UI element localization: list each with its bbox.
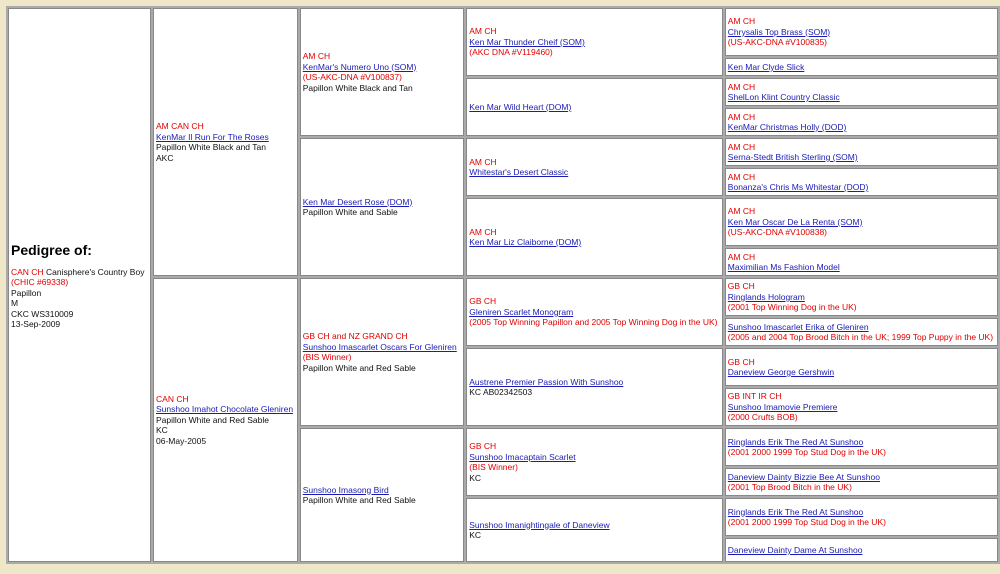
ancestor-cell	[300, 138, 465, 276]
ancestor-link[interactable]: Daneview Dainty Dame At Sunshoo	[727, 544, 863, 555]
ancestor-reg: AKC	[156, 152, 174, 163]
sire-cell	[153, 8, 298, 276]
ancestor-cell	[725, 318, 998, 346]
ancestor-link[interactable]: KenMar Christmas Holly (DOD)	[727, 122, 847, 132]
ancestor-color: Papillon White Black and Tan	[156, 142, 266, 152]
ancestor-cell	[300, 428, 465, 562]
ancestor-title: GB CH	[469, 441, 497, 451]
ancestor-title: GB INT IR CH	[727, 391, 782, 402]
ancestor-cell	[725, 138, 998, 166]
ancestor-link[interactable]: Bonanza's Chris Ms Whitestar (DOD)	[727, 182, 869, 192]
ancestor-link[interactable]: Ken Mar Liz Claiborne (DOM)	[469, 237, 582, 247]
subject-breed: Papillon	[11, 287, 42, 298]
pedigree-table	[6, 6, 1000, 564]
ancestor-note: (2001 Top Winning Dog in the UK)	[727, 302, 857, 313]
ancestor-title: AM CH	[727, 251, 756, 262]
ancestor-title: AM CH	[727, 171, 756, 182]
ancestor-link[interactable]: Sunshoo Imascarlet Oscars For Gleniren	[302, 341, 457, 352]
ancestor-reg: KC	[469, 530, 482, 540]
page-title: Pedigree of:	[11, 241, 92, 258]
ancestor-title: AM CH	[727, 206, 756, 217]
ancestor-cell	[466, 198, 723, 276]
ancestor-title: AM CH	[727, 141, 756, 152]
ancestor-note: (2001 2000 1999 Top Stud Dog in the UK)	[727, 517, 886, 527]
ancestor-title: AM CH	[469, 156, 497, 167]
ancestor-link[interactable]: Sunshoo Imamovie Premiere	[727, 401, 838, 412]
ancestor-color: Papillon White and Red Sable	[156, 414, 269, 425]
ancestor-cell	[725, 348, 998, 386]
ancestor-reg: KC	[469, 472, 482, 483]
ancestor-link[interactable]: Gleniren Scarlet Monogram	[469, 306, 574, 317]
ancestor-cell	[466, 8, 723, 76]
ancestor-cell	[725, 198, 998, 246]
ancestor-cell	[725, 168, 998, 196]
subject-dob: 13-Sep-2009	[11, 319, 61, 329]
ancestor-note: (US-AKC-DNA #V100835)	[727, 37, 828, 48]
ancestor-title: GB CH	[469, 296, 497, 307]
ancestor-cell	[725, 248, 998, 276]
subject-cell	[8, 8, 151, 562]
ancestor-cell	[725, 388, 998, 426]
ancestor-cell	[300, 278, 465, 426]
ancestor-title: AM CH	[469, 226, 497, 237]
ancestor-note: (2001 Top Brood Bitch in the UK)	[727, 482, 852, 492]
ancestor-title: GB CH and NZ GRAND CH	[302, 331, 408, 341]
ancestor-title: GB CH	[727, 356, 755, 367]
subject-health: (CHIC #69338)	[11, 277, 69, 287]
subject-sex: M	[11, 298, 19, 308]
ancestor-link[interactable]: Ringlands Erik The Red At Sunshoo	[727, 506, 864, 517]
ancestor-note: (US-AKC-DNA #V100837)	[302, 72, 402, 82]
ancestor-cell	[725, 498, 998, 536]
ancestor-link[interactable]: Ringlands Erik The Red At Sunshoo	[727, 436, 864, 447]
ancestor-note: (2001 2000 1999 Top Stud Dog in the UK)	[727, 447, 886, 457]
ancestor-title: AM CH	[727, 111, 756, 122]
ancestor-cell	[725, 538, 998, 562]
ancestor-cell	[466, 428, 723, 496]
ancestor-link[interactable]: Chrysalis Top Brass (SOM)	[727, 26, 831, 37]
ancestor-link[interactable]: Daneview Dainty Bizzie Bee At Sunshoo	[727, 471, 880, 482]
subject-reg: CKC WS310009	[11, 308, 74, 319]
ancestor-color: Papillon White and Red Sable	[302, 495, 416, 505]
ancestor-link[interactable]: Ken Mar Desert Rose (DOM)	[302, 196, 413, 207]
ancestor-link[interactable]: Ken Mar Clyde Slick	[727, 61, 805, 72]
ancestor-cell	[466, 138, 723, 196]
ancestor-color: Papillon White and Sable	[302, 207, 398, 217]
ancestor-link[interactable]: Sunshoo Imasong Bird	[302, 484, 389, 495]
ancestor-cell	[725, 428, 998, 466]
ancestor-link[interactable]: Sunshoo Imacaptain Scarlet	[469, 451, 576, 462]
ancestor-title: AM CH	[302, 51, 331, 61]
ancestor-link[interactable]: Austrene Premier Passion With Sunshoo	[469, 376, 624, 387]
ancestor-link[interactable]: Ken Mar Wild Heart (DOM)	[469, 101, 572, 112]
ancestor-cell	[466, 78, 723, 136]
ancestor-cell	[725, 278, 998, 316]
subject-name: Canisphere's Country Boy	[45, 266, 145, 277]
ancestor-link[interactable]: Ken Mar Oscar De La Renta (SOM)	[727, 216, 863, 227]
ancestor-note: (2000 Crufts BOB)	[727, 412, 798, 423]
ancestor-link[interactable]: Whitestar's Desert Classic	[469, 167, 569, 177]
ancestor-note: (AKC DNA #V119460)	[469, 47, 553, 58]
ancestor-link[interactable]: KenMar's Numero Uno (SOM)	[302, 61, 417, 72]
ancestor-color: Papillon White Black and Tan	[302, 82, 413, 93]
ancestor-cell	[725, 58, 998, 76]
ancestor-cell	[300, 8, 465, 136]
ancestor-reg: KC AB02342503	[469, 387, 533, 397]
ancestor-reg: KC	[156, 425, 168, 436]
ancestor-cell	[725, 78, 998, 106]
ancestor-cell	[466, 348, 723, 426]
subject-title: CAN CH	[11, 266, 44, 277]
ancestor-title: GB CH	[727, 281, 755, 292]
ancestor-title: AM CH	[727, 16, 756, 27]
ancestor-cell	[466, 278, 723, 346]
ancestor-title: AM CH	[727, 81, 756, 92]
ancestor-cell	[725, 108, 998, 136]
ancestor-note: (BIS Winner)	[469, 462, 518, 472]
ancestor-note: (US-AKC-DNA #V100838)	[727, 227, 828, 238]
ancestor-color: Papillon White and Red Sable	[302, 362, 416, 373]
ancestor-link[interactable]: Ringlands Hologram	[727, 291, 805, 302]
ancestor-title: CAN CH	[156, 393, 189, 404]
ancestor-link[interactable]: Daneview George Gershwin	[727, 367, 835, 377]
ancestor-link[interactable]: Sunshoo Imascarlet Erika of Gleniren	[727, 321, 869, 332]
ancestor-note: (BIS Winner)	[302, 352, 352, 362]
ancestor-title: AM CAN CH	[156, 121, 204, 131]
ancestor-cell	[466, 498, 723, 562]
ancestor-title: AM CH	[469, 26, 497, 37]
ancestor-note: (2005 and 2004 Top Brood Bitch in the UK; 1999 Top Puppy in the UK)	[727, 332, 994, 342]
ancestor-link[interactable]: KenMar Il Run For The Roses	[156, 131, 269, 142]
ancestor-cell	[725, 468, 998, 496]
dam-cell	[153, 278, 298, 562]
ancestor-link[interactable]: Ken Mar Thunder Cheif (SOM)	[469, 36, 585, 47]
ancestor-cell	[725, 8, 998, 56]
ancestor-link[interactable]: Sunshoo Imahot Chocolate Gleniren	[156, 404, 294, 415]
ancestor-note: (2005 Top Winning Papillon and 2005 Top Winning Dog in the UK)	[469, 317, 718, 328]
ancestor-link[interactable]: Serna-Stedt British Sterling (SOM)	[727, 152, 858, 162]
ancestor-link[interactable]: ShelLon Klint Country Classic	[727, 92, 840, 102]
ancestor-link[interactable]: Maximilian Ms Fashion Model	[727, 262, 840, 272]
ancestor-dob: 06-May-2005	[156, 435, 207, 446]
ancestor-link[interactable]: Sunshoo Imanightingale of Daneview	[469, 519, 610, 530]
